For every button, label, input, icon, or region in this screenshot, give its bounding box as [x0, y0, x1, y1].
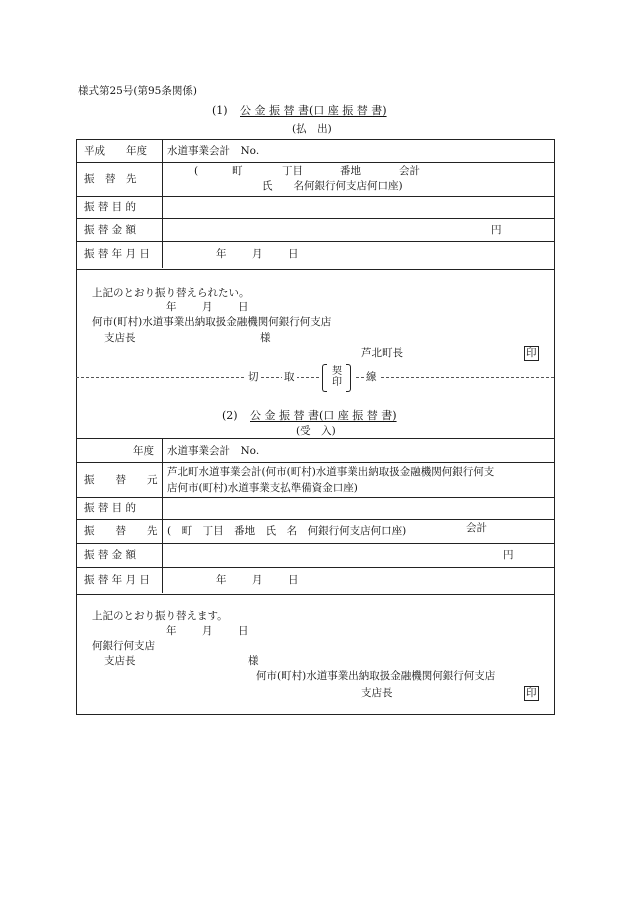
part2-frame-right: [554, 378, 555, 438]
part2-purpose-label: 振 替 目 的: [84, 502, 137, 514]
part1-dest-banchi: 番地: [340, 165, 361, 177]
part2-date-year: 年: [216, 574, 227, 586]
part1-date-label: 振 替 年 月 日: [84, 248, 150, 260]
part2-source-line1: 芦北町水道事業会計(何市(町村)水道事業出納取扱金融機関何銀行何支: [167, 466, 495, 478]
part1-title: 公 金 振 替 書(口 座 振 替 書): [240, 104, 387, 117]
cutline-seal-bracket-left: [322, 364, 327, 392]
part1-subtitle: (払 出): [292, 123, 332, 135]
part1-dest-town: 町: [232, 165, 243, 177]
part1-body-year: 年: [166, 301, 177, 313]
cutline-seal-bracket-right: [346, 364, 351, 392]
part2-row-divider: [76, 519, 554, 520]
part1-mayor: 芦北町長: [361, 347, 403, 359]
part1-label-divider: [162, 139, 163, 268]
part1-row-divider: [76, 218, 554, 219]
part1-dest-paren: (: [194, 165, 199, 177]
cutline-kei: 契: [332, 366, 342, 377]
part1-frame-right: [554, 268, 555, 396]
part2-transfer-to-label: 振 替 先: [84, 525, 158, 537]
part1-yen-unit: 円: [491, 224, 502, 236]
part1-number: (1): [212, 104, 228, 117]
part1-sama: 様: [260, 332, 271, 344]
part2-row-divider: [76, 462, 554, 463]
part2-bank-name: 何銀行何支店: [92, 640, 155, 652]
part2-title: 公 金 振 替 書(口 座 振 替 書): [250, 409, 397, 422]
part1-dest-chome: 丁目: [282, 165, 303, 177]
part1-body-month: 月: [202, 301, 213, 313]
part2-dest-value: ( 町 丁目 番地 氏 名 何銀行何支店何口座): [167, 525, 407, 537]
part1-seal-mark: 印: [526, 347, 537, 359]
part2-date-day: 日: [288, 574, 299, 586]
part2-seal-mark: 印: [526, 687, 537, 699]
part1-branch-chief: 支店長: [104, 332, 136, 344]
part1-bank-name: 何市(町村)水道事業出納取扱金融機関何銀行何支店: [92, 316, 332, 328]
part1-row-divider: [76, 162, 554, 163]
part2-transfer-from-label: 振 替 元: [84, 474, 158, 486]
part1-amount-label: 振 替 金 額: [84, 224, 137, 236]
part2-branch-chief: 支店長: [104, 655, 136, 667]
part1-date-day: 日: [288, 248, 299, 260]
cutline-sen: 線: [366, 371, 377, 383]
part2-yen-unit: 円: [503, 549, 514, 561]
part2-institution: 何市(町村)水道事業出納取扱金融機関何銀行何支店: [256, 670, 496, 682]
part2-sama: 様: [248, 655, 259, 667]
part2-subtitle: (受 入): [296, 425, 336, 437]
cutline-kiri: 切: [248, 371, 259, 383]
part2-dest-kaikei: 会計: [466, 522, 487, 534]
part1-date-month: 月: [252, 248, 263, 260]
part1-dest-name-bank: 氏 名何銀行何支店何口座): [262, 180, 403, 192]
part2-source-line2: 店何市(町村)水道事業支払準備資金口座): [167, 482, 358, 494]
part2-branch-chief2: 支店長: [361, 687, 393, 699]
part2-date-label: 振 替 年 月 日: [84, 574, 150, 586]
part2-body-year: 年: [166, 625, 177, 637]
part2-number: (2): [222, 409, 238, 422]
part2-body-day: 日: [238, 625, 249, 637]
part1-account-number: 水道事業会計 No.: [167, 145, 260, 157]
part2-fiscal-year-label: 年度: [133, 445, 154, 457]
part1-fiscal-year-label: 平成 年度: [84, 145, 147, 157]
part2-date-month: 月: [252, 574, 263, 586]
cut-line: [76, 377, 554, 378]
form-number: 様式第25号(第95条関係): [78, 85, 197, 97]
part2-row-divider: [76, 543, 554, 544]
cutline-in: 印: [332, 377, 342, 388]
part2-body-month: 月: [202, 625, 213, 637]
part2-account-number: 水道事業会計 No.: [167, 445, 260, 457]
part1-purpose-label: 振 替 目 的: [84, 201, 137, 213]
part2-notice-text: 上記のとおり振り替えます。: [92, 610, 228, 622]
part2-frame-left: [76, 378, 77, 438]
part1-request-text: 上記のとおり振り替えられたい。: [92, 287, 250, 299]
cutline-tori: 取: [284, 371, 295, 383]
part2-row-divider: [76, 497, 554, 498]
part2-row-divider: [76, 567, 554, 568]
part1-body-day: 日: [238, 301, 249, 313]
part1-row-divider: [76, 241, 554, 242]
part2-amount-label: 振 替 金 額: [84, 549, 137, 561]
part1-date-year: 年: [216, 248, 227, 260]
part1-row-divider: [76, 196, 554, 197]
part1-dest-kaikei: 会計: [399, 165, 420, 177]
part1-transfer-to-label: 振 替 先: [84, 173, 137, 185]
